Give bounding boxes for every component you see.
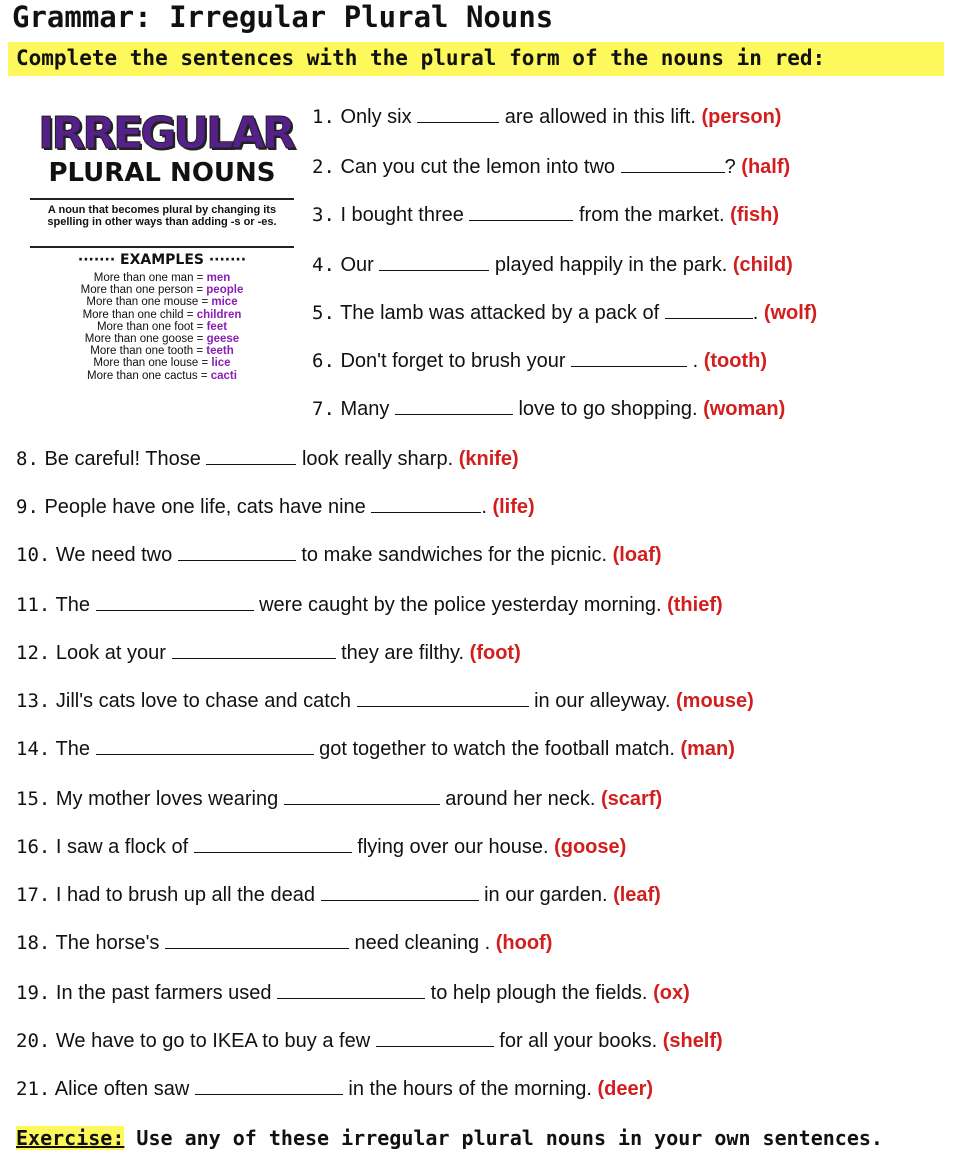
noun-hint: (fish)	[730, 204, 780, 226]
noun-hint: (hoof)	[495, 932, 553, 954]
page-title: Grammar: Irregular Plural Nouns	[12, 0, 554, 34]
noun-hint: (life)	[492, 496, 535, 518]
noun-hint: (wolf)	[763, 302, 818, 324]
example-item: More than one louse = lice	[93, 357, 231, 370]
question-9: 9. People have one life, cats have nine . (life)	[16, 496, 535, 518]
poster-divider	[30, 198, 294, 200]
example-item: More than one cactus = cacti	[87, 369, 237, 382]
answer-blank[interactable]	[206, 450, 296, 465]
example-item: More than one tooth = teeth	[90, 345, 234, 358]
example-item: More than one foot = feet	[96, 320, 228, 333]
noun-hint: (foot)	[469, 642, 521, 664]
question-12: 12. Look at your they are filthy. (foot)	[16, 642, 521, 664]
answer-blank[interactable]	[376, 1032, 494, 1047]
poster-examples-label: ······· EXAMPLES ·······	[77, 252, 247, 268]
question-7: 7. Many love to go shopping. (woman)	[312, 398, 786, 420]
question-17: 17. I had to brush up all the dead in our garden. (leaf)	[16, 884, 661, 906]
question-4: 4. Our played happily in the park. (child)	[312, 254, 793, 276]
answer-blank[interactable]	[371, 498, 481, 513]
answer-blank[interactable]	[321, 886, 479, 901]
question-18: 18. The horse's need cleaning . (hoof)	[16, 932, 553, 954]
irregular-plurals-poster	[28, 108, 296, 426]
answer-blank[interactable]	[195, 1080, 343, 1095]
answer-blank[interactable]	[621, 158, 725, 173]
poster-heading: IRREGULAR	[38, 108, 294, 159]
poster-subheading: PLURAL NOUNS	[48, 158, 276, 188]
noun-hint: (knife)	[458, 448, 519, 470]
exercise-text: Use any of these irregular plural nouns in your own sentences.	[124, 1126, 883, 1150]
question-13: 13. Jill's cats love to chase and catch in our alleyway. (mouse)	[16, 690, 754, 712]
exercise-label: Exercise:	[16, 1126, 125, 1150]
poster-definition: A noun that becomes plural by changing its spelling in other ways than adding -s or -es.	[47, 204, 277, 228]
noun-hint: (ox)	[653, 982, 690, 1004]
question-16: 16. I saw a flock of flying over our house. (goose)	[16, 836, 627, 858]
question-5: 5. The lamb was attacked by a pack of . (wolf)	[312, 302, 818, 324]
example-item: More than one person = people	[80, 284, 244, 297]
question-2: 2. Can you cut the lemon into two ? (half)	[312, 156, 791, 178]
answer-blank[interactable]	[357, 692, 529, 707]
answer-blank[interactable]	[571, 352, 687, 367]
noun-hint: (child)	[732, 254, 793, 276]
answer-blank[interactable]	[469, 206, 573, 221]
example-item: More than one mouse = mice	[86, 296, 238, 309]
answer-blank[interactable]	[395, 400, 513, 415]
example-item: More than one goose = geese	[84, 333, 240, 346]
poster-divider	[30, 246, 294, 248]
noun-hint: (scarf)	[600, 788, 663, 810]
noun-hint: (man)	[680, 738, 735, 760]
noun-hint: (woman)	[703, 398, 786, 420]
question-6: 6. Don't forget to brush your . (tooth)	[312, 350, 768, 372]
question-15: 15. My mother loves wearing around her neck. (scarf)	[16, 788, 663, 810]
noun-hint: (loaf)	[612, 544, 662, 566]
question-8: 8. Be careful! Those look really sharp. (knife)	[16, 448, 519, 470]
question-1: 1. Only six are allowed in this lift. (person)	[312, 106, 782, 128]
example-item: More than one man = men	[93, 272, 231, 284]
question-10: 10. We need two to make sandwiches for the picnic. (loaf)	[16, 544, 662, 566]
noun-hint: (mouse)	[676, 690, 754, 712]
question-20: 20. We have to go to IKEA to buy a few for all your books. (shelf)	[16, 1030, 723, 1052]
answer-blank[interactable]	[96, 740, 314, 755]
answer-blank[interactable]	[194, 838, 352, 853]
answer-blank[interactable]	[284, 790, 440, 805]
answer-blank[interactable]	[172, 644, 336, 659]
answer-blank[interactable]	[178, 546, 296, 561]
answer-blank[interactable]	[665, 304, 753, 319]
noun-hint: (person)	[701, 106, 782, 128]
noun-hint: (thief)	[667, 594, 723, 616]
question-14: 14. The got together to watch the football match. (man)	[16, 738, 735, 760]
answer-blank[interactable]	[165, 934, 349, 949]
noun-hint: (deer)	[597, 1078, 654, 1100]
answer-blank[interactable]	[96, 596, 254, 611]
noun-hint: (goose)	[554, 836, 627, 858]
example-item: More than one child = children	[82, 308, 242, 321]
noun-hint: (leaf)	[613, 884, 661, 906]
noun-hint: (half)	[741, 156, 791, 178]
poster-examples-list	[28, 272, 296, 382]
answer-blank[interactable]	[417, 108, 499, 123]
noun-hint: (tooth)	[703, 350, 768, 372]
exercise-prompt	[16, 1126, 883, 1150]
question-21: 21. Alice often saw in the hours of the morning. (deer)	[16, 1078, 654, 1100]
instruction-text: Complete the sentences with the plural form of the nouns in red:	[16, 46, 826, 70]
question-11: 11. The were caught by the police yesterday morning. (thief)	[16, 594, 723, 616]
answer-blank[interactable]	[277, 984, 425, 999]
answer-blank[interactable]	[379, 256, 489, 271]
question-3: 3. I bought three from the market. (fish)	[312, 204, 780, 226]
question-19: 19. In the past farmers used to help plough the fields. (ox)	[16, 982, 690, 1004]
noun-hint: (shelf)	[662, 1030, 723, 1052]
